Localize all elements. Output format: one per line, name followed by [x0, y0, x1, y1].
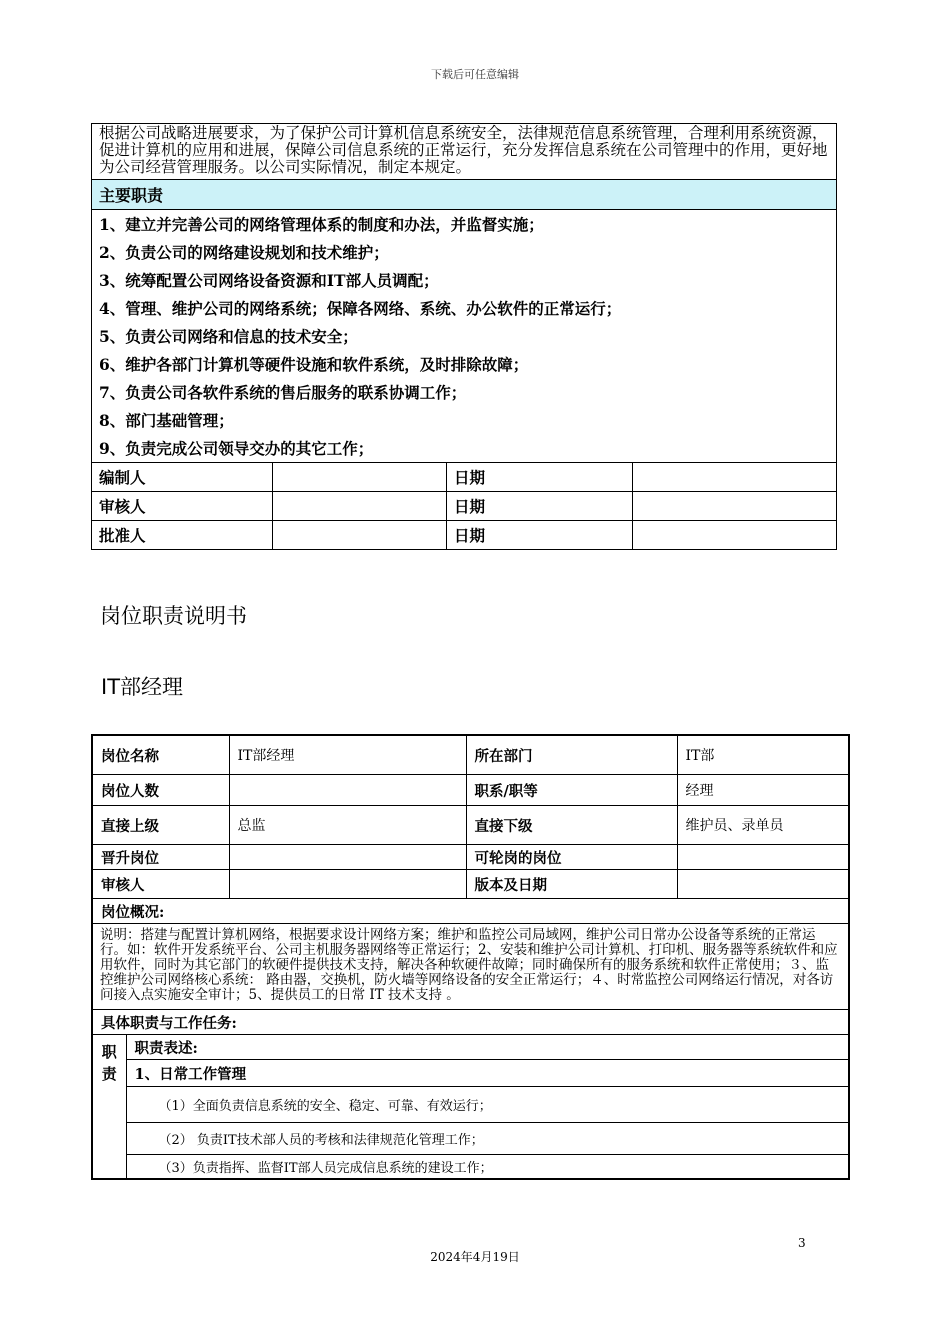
- duty-item: 5、负责公司网络和信息的技术安全；: [92, 322, 837, 350]
- signoff-date-value: [633, 492, 837, 521]
- task-item: （2） 负责IT技术部人员的考核和法律规范化管理工作；: [126, 1123, 849, 1155]
- overview-label: 岗位概况:: [92, 899, 849, 924]
- document-title: 岗位职责说明书: [100, 604, 247, 628]
- page-number: 3: [798, 1236, 806, 1250]
- signoff-label: 批准人: [92, 521, 273, 550]
- signoff-label: 编制人: [92, 463, 273, 492]
- post-name-value: IT部经理: [229, 735, 466, 775]
- rotation-value: [677, 845, 849, 870]
- version-label: 版本及日期: [466, 870, 677, 899]
- reviewer-label: 审核人: [92, 870, 229, 899]
- headcount-label: 岗位人数: [92, 775, 229, 806]
- signoff-value: [273, 463, 447, 492]
- headcount-value: [229, 775, 466, 806]
- duty-column-label: [92, 1035, 126, 1180]
- responsibility-table: [91, 123, 837, 550]
- signoff-date-label: 日期: [447, 521, 633, 550]
- duty-item: 1、建立并完善公司的网络管理体系的制度和办法，并监督实施；: [92, 210, 837, 239]
- footer-date: 2024年4月19日: [430, 1250, 520, 1264]
- superior-value: 总监: [229, 806, 466, 845]
- page-header: 下载后可任意编辑: [431, 68, 519, 81]
- position-heading: IT部经理: [101, 675, 184, 699]
- signoff-value: [273, 492, 447, 521]
- rotation-label: 可轮岗的岗位: [466, 845, 677, 870]
- duty-column-text: 职责: [101, 1043, 117, 1083]
- dept-label: 所在部门: [466, 735, 677, 775]
- subordinate-label: 直接下级: [466, 806, 677, 845]
- duty-item: 8、部门基础管理；: [92, 406, 837, 434]
- reviewer-value: [229, 870, 466, 899]
- duty-description-label: 职责表述:: [126, 1035, 849, 1060]
- dept-value: IT部: [677, 735, 849, 775]
- superior-label: 直接上级: [92, 806, 229, 845]
- duty-item: 4、管理、维护公司的网络系统；保障各网络、系统、办公软件的正常运行；: [92, 294, 837, 322]
- duty-item: 3、统筹配置公司网络设备资源和IT部人员调配；: [92, 266, 837, 294]
- signoff-value: [273, 521, 447, 550]
- task-item: （1）全面负责信息系统的安全、稳定、可靠、有效运行；: [126, 1087, 849, 1123]
- duty-item: 6、维护各部门计算机等硬件设施和软件系统，及时排除故障；: [92, 350, 837, 378]
- position-table: [91, 734, 850, 1180]
- grade-value: 经理: [677, 775, 849, 806]
- duty-item: 2、负责公司的网络建设规划和技术维护；: [92, 238, 837, 266]
- intro-paragraph: 根据公司战略进展要求，为了保护公司计算机信息系统安全，法律规范信息系统管理，合理利用系统资源，促进计算机的应用和进展，保障公司信息系统的正常运行，充分发挥信息系统在公司管理中的作用，更好地为公司经营管理服务。以公司实际情况，制定本规定。: [92, 124, 837, 180]
- promotion-label: 晋升岗位: [92, 845, 229, 870]
- section-title: 主要职责: [92, 180, 837, 210]
- subordinate-value: 维护员、录单员: [677, 806, 849, 845]
- specific-duties-label: 具体职责与工作任务:: [92, 1010, 849, 1035]
- signoff-date-label: 日期: [447, 492, 633, 521]
- daily-management-heading: 1、日常工作管理: [126, 1060, 849, 1087]
- duty-item: 9、负责完成公司领导交办的其它工作；: [92, 434, 837, 463]
- post-name-label: 岗位名称: [92, 735, 229, 775]
- duty-item: 7、负责公司各软件系统的售后服务的联系协调工作；: [92, 378, 837, 406]
- signoff-label: 审核人: [92, 492, 273, 521]
- promotion-value: [229, 845, 466, 870]
- grade-label: 职系/职等: [466, 775, 677, 806]
- signoff-date-label: 日期: [447, 463, 633, 492]
- signoff-date-value: [633, 463, 837, 492]
- overview-text: 说明：搭建与配置计算机网络，根据要求设计网络方案；维护和监控公司局域网，维护公司日常办公设备等系统的正常运行。如：软件开发系统平台、公司主机服务器网络等正常运行；2、安装和维护公司计算机、打印机、服务器等系统软件和应用软件，同时为其它部门的软硬件提供技术支持，解决各种软硬件故障；同时确保所有的服务系统和软件正常使用；３、监控维护公司网络核心系统： 路由器，交换机，防火墙等网络设备的安全正常运行；４、时常监控公司网络运行情况，对各访问接入点实施安全审计；5、提供员工的日常 IT 技术支持 。: [92, 924, 849, 1010]
- task-item: （3）负责指挥、监督IT部人员完成信息系统的建设工作；: [126, 1155, 849, 1180]
- version-value: [677, 870, 849, 899]
- signoff-date-value: [633, 521, 837, 550]
